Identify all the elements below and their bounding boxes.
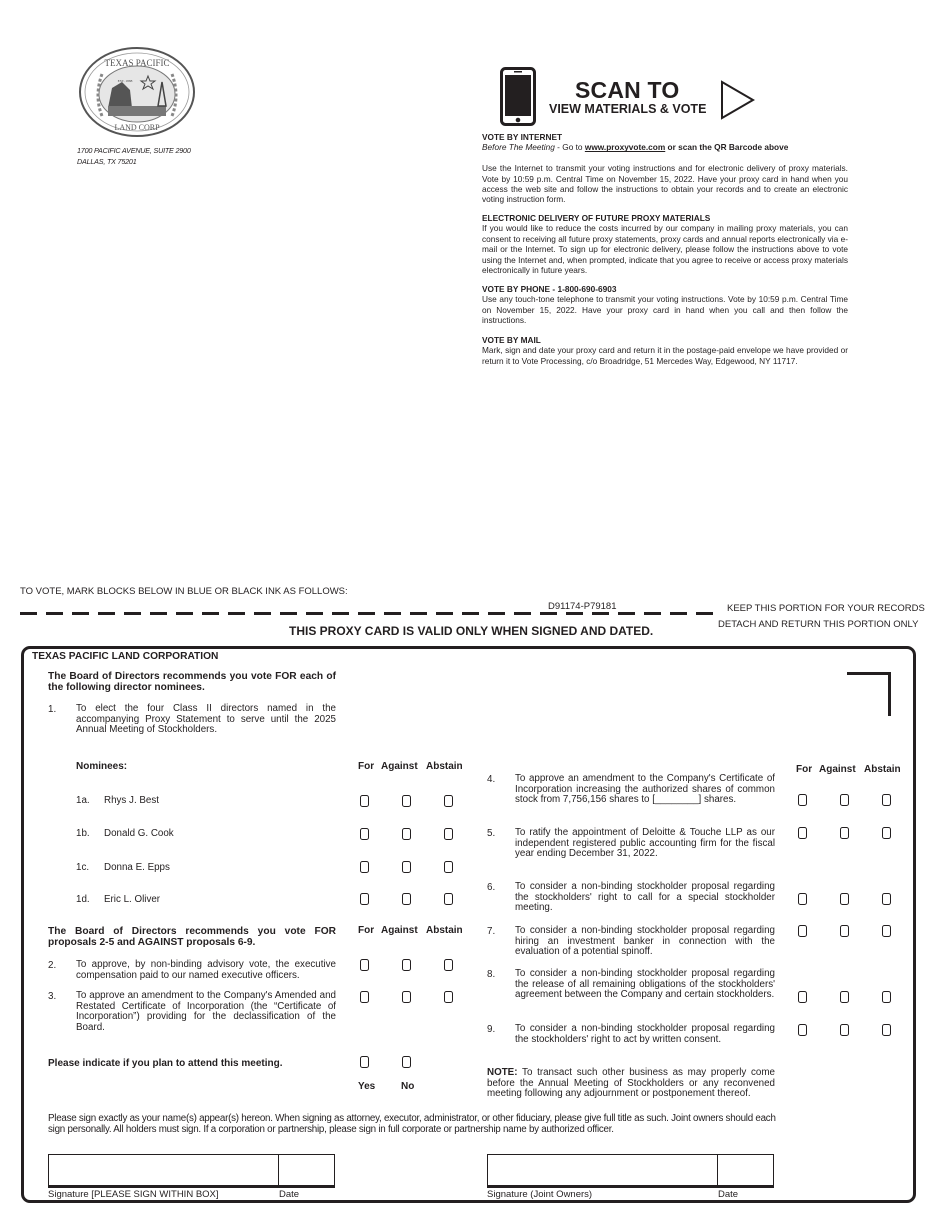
proposal-4-text: To approve an amendment to the Company's Certificate of Incorporation increasing the authorized shares of common stock from 7,756,156 shares to [________] shares. — [515, 773, 775, 806]
scanner-corner-mark — [847, 672, 891, 716]
nominee-1b-abstain-checkbox[interactable] — [444, 828, 453, 840]
col-against-left: Against — [381, 761, 418, 772]
nominee-1a-name: Rhys J. Best — [104, 795, 159, 806]
attend-yes-label: Yes — [358, 1081, 376, 1092]
vote-by-internet-section — [482, 132, 848, 205]
valid-notice: THIS PROXY CARD IS VALID ONLY WHEN SIGNED AND DATED. — [289, 624, 654, 638]
attend-yes-checkbox[interactable] — [360, 1056, 369, 1068]
signing-instructions: Please sign exactly as your name(s) appear(s) hereon. When signing as attorney, executor, administrator, or other fiduciary, please give full title as such. Joint owners should each sign personally. All holders must sign. If a corporation or partnership, please sign in full corporate or partnership name by authorized officer. — [48, 1113, 776, 1135]
proposal-7-for-checkbox[interactable] — [798, 925, 807, 937]
proposal-7-abstain-checkbox[interactable] — [882, 925, 891, 937]
nominee-1d-abstain-checkbox[interactable] — [444, 893, 453, 905]
mark-instructions: TO VOTE, MARK BLOCKS BELOW IN BLUE OR BLACK INK AS FOLLOWS: — [20, 586, 348, 597]
joint-signature-label: Signature (Joint Owners) — [487, 1189, 593, 1200]
col-for-right: For — [796, 764, 813, 775]
electronic-delivery-title: ELECTRONIC DELIVERY OF FUTURE PROXY MATERIALS — [482, 213, 711, 223]
proposal-3-against-checkbox[interactable] — [402, 991, 411, 1003]
joint-signature-date-label: Date — [718, 1189, 739, 1200]
note-text — [487, 1068, 775, 1100]
proposal-4-against-checkbox[interactable] — [840, 794, 849, 806]
item-1-text: To elect the four Class II directors named in the accompanying Proxy Statement to serve until the 2025 Annual Meeting of Stockholders. — [76, 703, 336, 736]
proposal-2-number: 2. — [48, 960, 57, 971]
col-abstain-right: Abstain — [864, 764, 901, 775]
vote-by-mail-title: VOTE BY MAIL — [482, 335, 541, 345]
proxyvote-link[interactable]: www.proxyvote.com — [584, 142, 666, 153]
proposal-7-against-checkbox[interactable] — [840, 925, 849, 937]
proposal-5-against-checkbox[interactable] — [840, 827, 849, 839]
board-recommendation-1: The Board of Directors recommends you vote FOR each of the following director nominees. — [48, 671, 336, 693]
nominees-label: Nominees: — [76, 761, 128, 772]
before-meeting-label: Before The Meeting — [482, 142, 555, 153]
proposal-6-number: 6. — [487, 882, 496, 893]
proposal-6-text: To consider a non-binding stockholder proposal regarding the stockholders' right to call for a special stockholder meeting. — [515, 881, 775, 914]
proposal-3-text: To approve an amendment to the Company's Amended and Restated Certificate of Incorporation (the “Certificate of Incorporation”) providing for the declassification of the Board. — [76, 990, 336, 1033]
attend-meeting-label: Please indicate if you plan to attend this meeting. — [48, 1058, 283, 1069]
company-logo-seal — [78, 46, 196, 138]
electronic-delivery-section — [482, 213, 848, 275]
nominee-1b-against-checkbox[interactable] — [402, 828, 411, 840]
nominee-1b-for-checkbox[interactable] — [360, 828, 369, 840]
proposal-6-abstain-checkbox[interactable] — [882, 893, 891, 905]
proposal-2-text: To approve, by non-binding advisory vote, the executive compensation paid to our named executive officers. — [76, 959, 336, 981]
proposal-9-against-checkbox[interactable] — [840, 1024, 849, 1036]
qr-note: or scan the QR Barcode above — [665, 142, 789, 153]
nominee-1a-against-checkbox[interactable] — [402, 795, 411, 807]
nominee-1c-against-checkbox[interactable] — [402, 861, 411, 873]
signature-date-label: Date — [279, 1189, 300, 1200]
nominee-1c-abstain-checkbox[interactable] — [444, 861, 453, 873]
proposal-5-abstain-checkbox[interactable] — [882, 827, 891, 839]
nominee-1a-abstain-checkbox[interactable] — [444, 795, 453, 807]
proposal-4-number: 4. — [487, 774, 496, 785]
nominee-1c-number: 1c. — [76, 862, 90, 873]
board-recommendation-2: The Board of Directors recommends you vote FOR proposals 2-5 and AGAINST proposals 6-9. — [48, 926, 336, 948]
proposal-8-for-checkbox[interactable] — [798, 991, 807, 1003]
col-abstain-left: Abstain — [426, 761, 463, 772]
svg-text:LAND CORP: LAND CORP — [114, 123, 160, 132]
joint-signature-date-box[interactable] — [717, 1154, 774, 1188]
signature-date-box[interactable] — [278, 1154, 335, 1188]
proposal-2-against-checkbox[interactable] — [402, 959, 411, 971]
smartphone-icon — [500, 67, 536, 126]
nominee-1d-name: Eric L. Oliver — [104, 894, 161, 905]
proposal-9-abstain-checkbox[interactable] — [882, 1024, 891, 1036]
nominee-1a-number: 1a. — [76, 795, 90, 806]
joint-signature-box[interactable] — [487, 1154, 718, 1188]
proposal-9-text: To consider a non-binding stockholder proposal regarding the stockholders' right to act by written consent. — [515, 1023, 775, 1045]
item-1-number: 1. — [48, 704, 57, 715]
col-for-left: For — [358, 761, 375, 772]
nominee-1b-number: 1b. — [76, 828, 90, 839]
svg-text:TEXAS PACIFIC: TEXAS PACIFIC — [104, 58, 170, 68]
proposal-3-abstain-checkbox[interactable] — [444, 991, 453, 1003]
svg-text:EST. 1888: EST. 1888 — [117, 79, 133, 83]
proposal-6-for-checkbox[interactable] — [798, 893, 807, 905]
nominee-1d-for-checkbox[interactable] — [360, 893, 369, 905]
nominee-1b-name: Donald G. Cook — [104, 828, 174, 839]
nominee-1c-name: Donna E. Epps — [104, 862, 170, 873]
col-against-left-2: Against — [381, 925, 418, 936]
proposal-8-number: 8. — [487, 969, 496, 980]
proposal-3-number: 3. — [48, 991, 57, 1002]
attend-no-checkbox[interactable] — [402, 1056, 411, 1068]
nominee-1c-for-checkbox[interactable] — [360, 861, 369, 873]
vote-by-phone-body: Use any touch-tone telephone to transmit your voting instructions. Vote by 10:59 p.m. Central Time on November 15, 2022. Have your proxy card in hand when you call and then follow the instructions. — [482, 294, 848, 326]
proposal-4-abstain-checkbox[interactable] — [882, 794, 891, 806]
proposal-4-for-checkbox[interactable] — [798, 794, 807, 806]
proposal-5-text: To ratify the appointment of Deloitte & Touche LLP as our independent registered public accounting firm for the fiscal year ending December 31, 2022. — [515, 827, 775, 860]
proposal-5-for-checkbox[interactable] — [798, 827, 807, 839]
address-line-1: 1700 PACIFIC AVENUE, SUITE 2900 — [77, 146, 191, 155]
col-for-left-2: For — [358, 925, 375, 936]
address-line-2: DALLAS, TX 75201 — [77, 157, 137, 166]
proposal-8-text: To consider a non-binding stockholder proposal regarding the release of all remaining obligations of the stockholders' agreement between the Company and certain stockholders. — [515, 968, 775, 1001]
control-number: D91174-P79181 — [548, 601, 617, 612]
company-address — [77, 145, 191, 167]
note-body: To transact such other business as may properly come before the Annual Meeting of Stockholders or any reconvened meeting following any adjournment or postponement thereof. — [487, 1067, 775, 1100]
detach-portion-label: DETACH AND RETURN THIS PORTION ONLY — [718, 619, 919, 630]
vote-by-mail-body: Mark, sign and date your proxy card and return it in the postage-paid envelope we have provided or return it to Vote Processing, c/o Broadridge, 51 Mercedes Way, Edgewood, NY 11717. — [482, 345, 848, 366]
proposal-8-against-checkbox[interactable] — [840, 991, 849, 1003]
card-company-name: TEXAS PACIFIC LAND CORPORATION — [32, 651, 219, 662]
nominee-1d-number: 1d. — [76, 894, 90, 905]
internet-lead — [482, 142, 848, 152]
proposal-3-for-checkbox[interactable] — [360, 991, 369, 1003]
vote-by-internet-title: VOTE BY INTERNET — [482, 132, 563, 142]
signature-label: Signature [PLEASE SIGN WITHIN BOX] — [48, 1189, 219, 1200]
keep-portion-label: KEEP THIS PORTION FOR YOUR RECORDS — [727, 603, 925, 614]
proposal-9-for-checkbox[interactable] — [798, 1024, 807, 1036]
play-arrow-icon — [720, 80, 756, 120]
proposal-5-number: 5. — [487, 828, 496, 839]
attend-no-label: No — [401, 1081, 415, 1092]
goto-label: - Go to — [554, 142, 585, 153]
vote-by-mail-section — [482, 335, 848, 366]
col-against-right: Against — [819, 764, 856, 775]
proposal-8-abstain-checkbox[interactable] — [882, 991, 891, 1003]
detach-line — [20, 612, 720, 615]
proposal-7-text: To consider a non-binding stockholder proposal regarding hiring an investment banker in connection with the evaluation of a potential spinoff. — [515, 925, 775, 958]
col-abstain-left-2: Abstain — [426, 925, 463, 936]
signature-box[interactable] — [48, 1154, 279, 1188]
note-label: NOTE: — [487, 1067, 518, 1078]
nominee-1d-against-checkbox[interactable] — [402, 893, 411, 905]
scan-subtitle: VIEW MATERIALS & VOTE — [549, 102, 707, 116]
proposal-6-against-checkbox[interactable] — [840, 893, 849, 905]
scan-title: SCAN TO — [575, 77, 680, 103]
internet-body: Use the Internet to transmit your voting instructions and for electronic delivery of proxy materials. Vote by 10:59 p.m. Central Time on November 15, 2022. Have your proxy card in hand when you access the web site and follow the instructions to obtain your records and to create an electronic voting instruction form. — [482, 163, 848, 205]
vote-by-phone-section — [482, 284, 848, 326]
vote-by-phone-title: VOTE BY PHONE - 1-800-690-6903 — [482, 284, 617, 294]
proposal-2-for-checkbox[interactable] — [360, 959, 369, 971]
nominee-1a-for-checkbox[interactable] — [360, 795, 369, 807]
electronic-delivery-body: If you would like to reduce the costs incurred by our company in mailing proxy materials, you can consent to receiving all future proxy statements, proxy cards and annual reports electronically via e-mail or the Internet. To sign up for electronic delivery, please follow the instructions above to vote using the Internet and, when prompted, indicate that you agree to receive or access proxy materials electronically in future years. — [482, 223, 848, 276]
proposal-2-abstain-checkbox[interactable] — [444, 959, 453, 971]
proposal-7-number: 7. — [487, 926, 496, 937]
proposal-9-number: 9. — [487, 1024, 496, 1035]
